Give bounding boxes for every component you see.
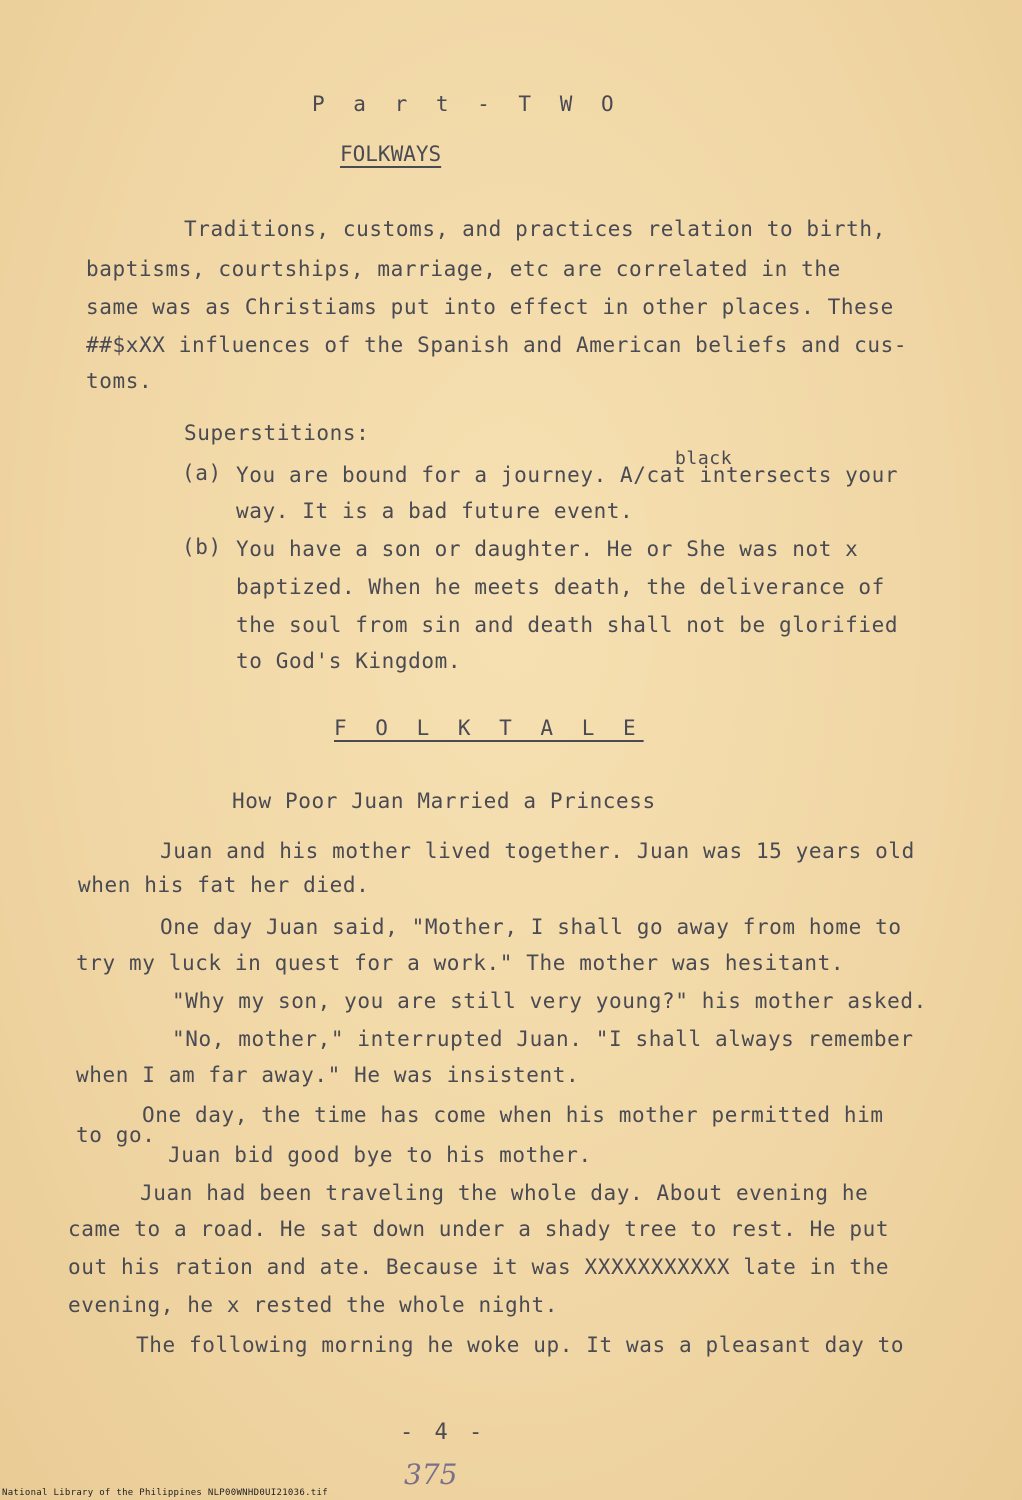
story-line-1: Juan and his mother lived together. Juan was 15 years old [160,839,915,863]
story-line-13: out his ration and ate. Because it was XXXXXXXXXXX late in the [68,1255,890,1279]
story-line-8: One day, the time has come when his mother permitted him [142,1103,884,1127]
superstitions-heading: Superstitions: [184,421,370,445]
folktale-title: F O L K T A L E [334,716,644,740]
section-title: FOLKWAYS [340,142,442,166]
intro-line-3: same was as Christiams put into effect in other places. These [86,295,894,319]
story-line-15: The following morning he woke up. It was a pleasant day to [136,1333,905,1357]
story-line-5: "Why my son, you are still very young?" his mother asked. [172,989,927,1013]
intro-line-2: baptisms, courtships, marriage, etc are correlated in the [86,257,841,281]
superstition-b-line-2: baptized. When he meets death, the deliverance of [236,575,885,599]
superstition-b-line-3: the soul from sin and death shall not be glorified [236,613,899,637]
intro-line-5: toms. [86,369,153,393]
archive-footer: National Library of the Philippines NLP00WNHD0UI21036.tif [2,1488,328,1498]
story-line-12: came to a road. He sat down under a shady tree to rest. He put [68,1217,890,1241]
story-line-7: when I am far away." He was insistent. [76,1063,580,1087]
story-line-3: One day Juan said, "Mother, I shall go away from home to [160,915,902,939]
superstition-a-insertion: black [675,448,733,469]
page-number: - 4 - [400,1420,487,1445]
superstition-b-marker: (b) [182,535,222,559]
story-line-10: Juan bid good bye to his mother. [168,1143,592,1167]
story-line-6: "No, mother," interrupted Juan. "I shall always remember [172,1027,914,1051]
story-line-11: Juan had been traveling the whole day. About evening he [140,1181,869,1205]
part-title: P a r t - T W O [312,92,622,116]
intro-line-1: Traditions, customs, and practices relation to birth, [184,217,886,241]
superstition-a-line-2: way. It is a bad future event. [236,499,634,523]
story-line-14: evening, he x rested the whole night. [68,1293,558,1317]
handwritten-number: 375 [404,1458,458,1491]
story-line-9: to go. [76,1123,156,1147]
superstition-b-line-4: to God's Kingdom. [236,649,462,673]
story-line-2: when his fat her died. [78,873,370,897]
superstition-a-line-1: You are bound for a journey. A/cat intersects your [236,463,899,487]
intro-line-4: ##$xXX influences of the Spanish and American beliefs and cus- [86,333,908,357]
superstition-a-marker: (a) [182,461,222,485]
story-title: How Poor Juan Married a Princess [232,789,656,813]
story-line-4: try my luck in quest for a work." The mother was hesitant. [76,951,845,975]
superstition-b-line-1: You have a son or daughter. He or She was not x [236,537,859,561]
